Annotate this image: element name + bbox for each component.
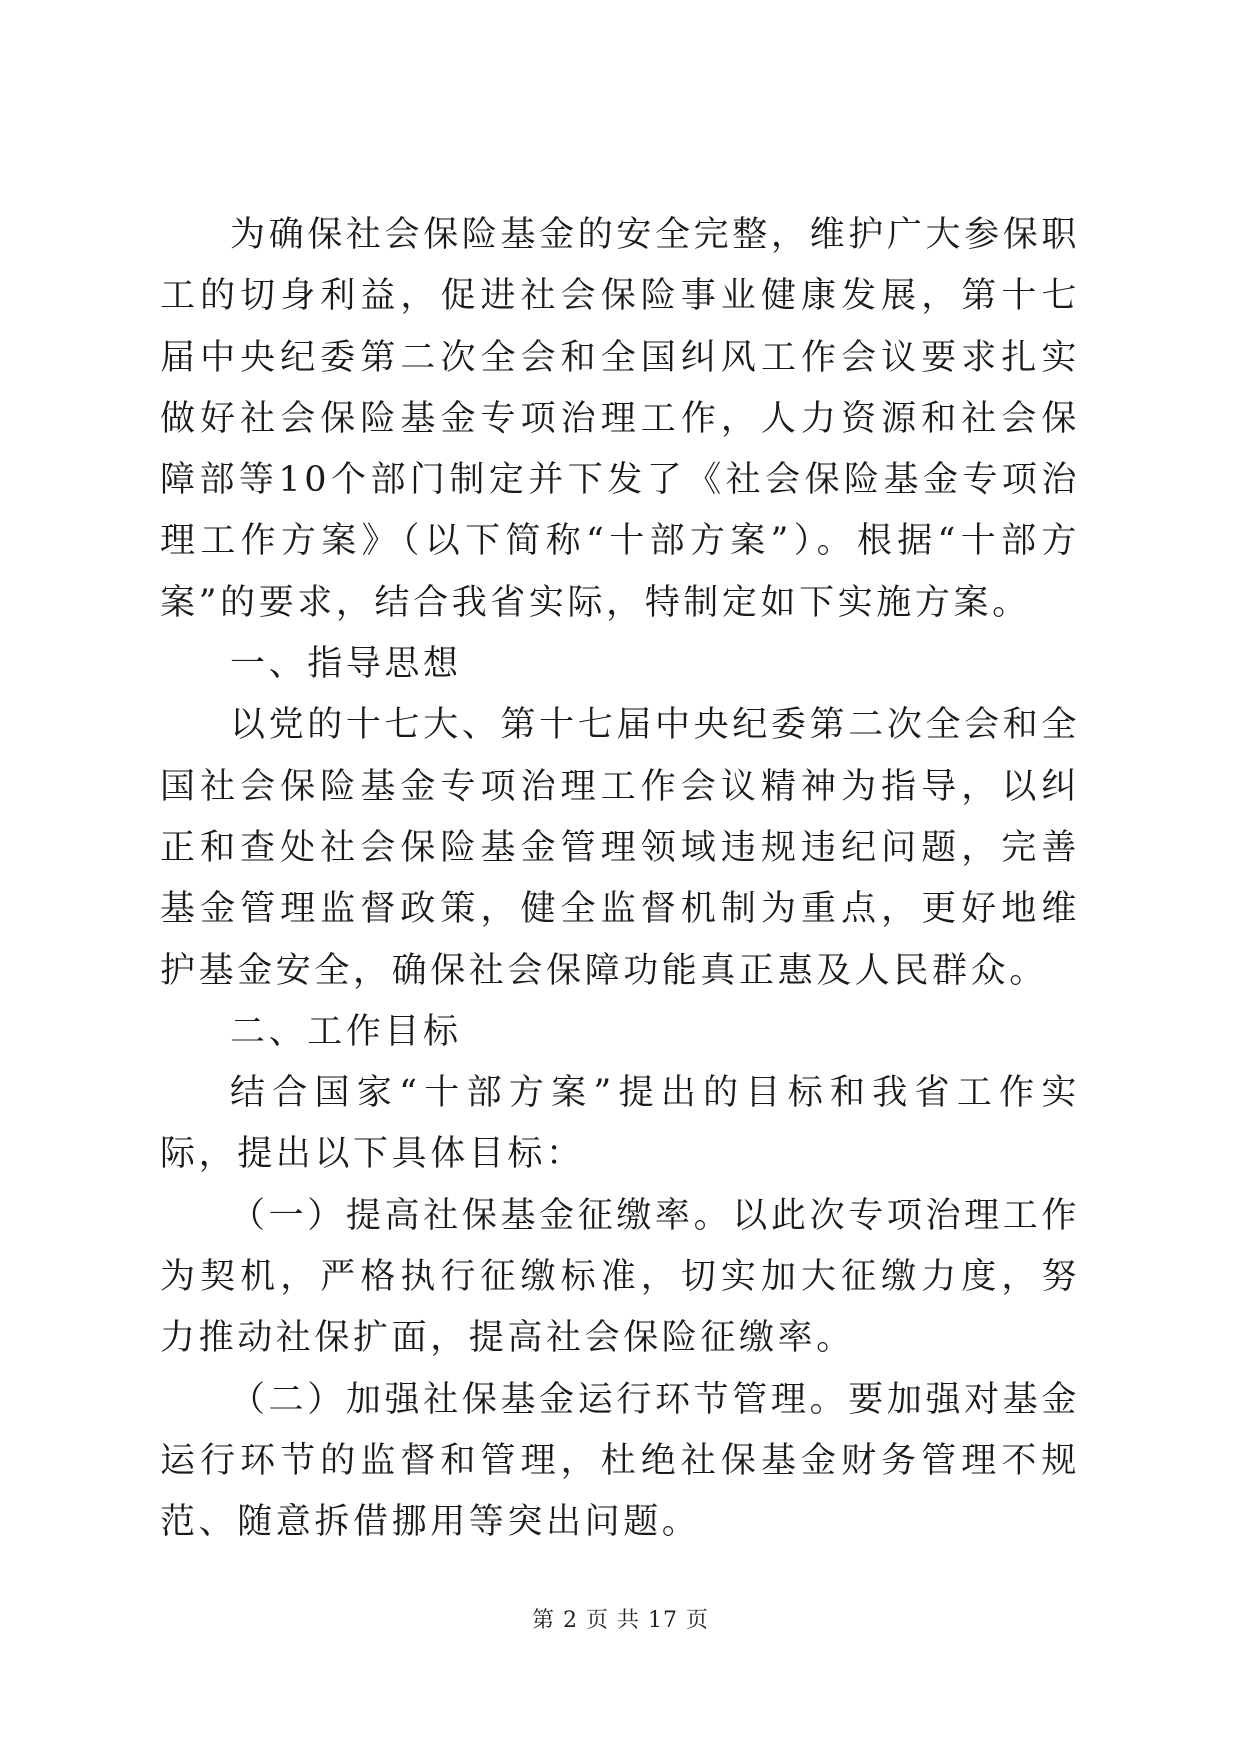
paragraph-guiding-ideology: 以党的十七大、第十七届中央纪委第二次全会和全国社会保险基金专项治理工作会议精神为指导，以纠正和查处社会保险基金管理领域违规违纪问题，完善基金管理监督政策，健全监督机制为重点，更好地维护基金安全，确保社会保障功能真正惠及人民群众。 <box>160 705 1080 991</box>
section-heading-work-goals: 二、工作目标 <box>230 1011 462 1052</box>
paragraph-goals-intro: 结合国家“十部方案”提出的目标和我省工作实际，提出以下具体目标： <box>160 1073 1080 1175</box>
page-number-footer: 第 2 页 共 17 页 <box>532 1608 709 1633</box>
section-heading-guiding-ideology: 一、指导思想 <box>230 644 462 685</box>
paragraph-intro: 为确保社会保险基金的安全完整，维护广大参保职工的切身利益，促进社会保险事业健康发展，第十七届中央纪委第二次全会和全国纠风工作会议要求扎实做好社会保险基金专项治理工作，人力资源和社会保障部等10个部门制定并下发了《社会保险基金专项治理工作方案》（以下简称“十部方案”）。根据“十部方案”的要求，结合我省实际，特制定如下实施方案。 <box>160 215 1080 623</box>
document-body <box>160 205 1080 1554</box>
paragraph-goal-one: （一）提高社保基金征缴率。以此次专项治理工作为契机，严格执行征缴标准，切实加大征缴力度，努力推动社保扩面，提高社会保险征缴率。 <box>160 1195 1080 1359</box>
paragraph-goal-two: （二）加强社保基金运行环节管理。要加强对基金运行环节的监督和管理，杜绝社保基金财务管理不规范、随意拆借挪用等突出问题。 <box>160 1379 1080 1543</box>
